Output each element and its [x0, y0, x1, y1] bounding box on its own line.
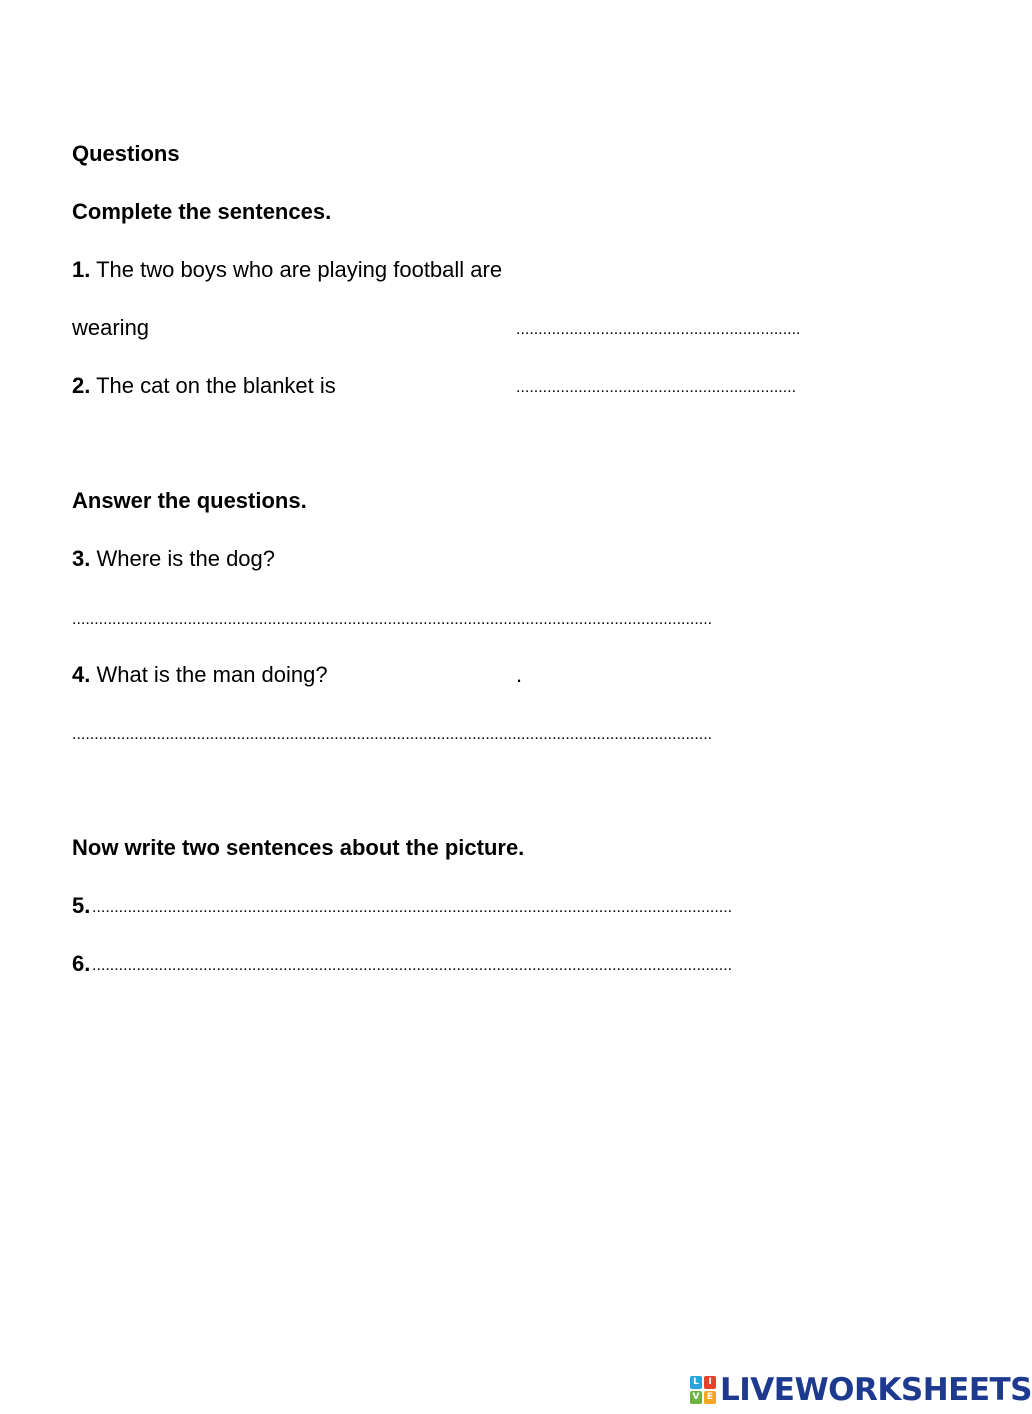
question-3-answer-blank[interactable]: ................................................................................................................................................	[72, 611, 713, 628]
question-6-number: 6.	[72, 951, 91, 976]
section-title-write: Now write two sentences about the picture.	[72, 835, 525, 860]
liveworksheets-logo-text: LIVEWORKSHEETS	[720, 1372, 1032, 1408]
question-4-number: 4.	[72, 662, 91, 687]
question-3-text: Where is the dog?	[90, 546, 276, 571]
question-4-answer-blank[interactable]: ................................................................................................................................................	[72, 726, 713, 743]
question-2-answer-blank[interactable]: ...............................................................	[516, 379, 797, 396]
logo-icon-tile-i: I	[704, 1376, 716, 1389]
liveworksheets-logo	[690, 1372, 1032, 1408]
question-1-line1	[72, 257, 502, 283]
question-2-line	[72, 373, 336, 399]
question-1-number: 1.	[72, 257, 91, 282]
question-4-trailing-period: .	[516, 662, 523, 687]
page-heading: Questions	[72, 141, 180, 166]
question-6-answer-blank[interactable]: ................................................................................................................................................	[92, 957, 733, 974]
question-3-line	[72, 546, 275, 572]
question-1-answer-blank[interactable]: ................................................................	[516, 321, 801, 338]
question-2-text: The cat on the blanket is	[90, 373, 336, 398]
logo-icon-tile-e: E	[704, 1391, 716, 1404]
question-4-line	[72, 662, 328, 688]
question-1-text: The two boys who are playing football are	[90, 257, 503, 282]
question-1-line2: wearing	[72, 315, 150, 340]
liveworksheets-logo-icon	[690, 1376, 716, 1404]
question-5-number: 5.	[72, 893, 91, 918]
logo-icon-tile-v: V	[690, 1391, 702, 1404]
question-4-text: What is the man doing?	[90, 662, 328, 687]
question-5-answer-blank[interactable]: ................................................................................................................................................	[92, 899, 733, 916]
section-title-answer: Answer the questions.	[72, 488, 307, 513]
question-2-number: 2.	[72, 373, 91, 398]
logo-icon-tile-l: L	[690, 1376, 702, 1389]
section-title-complete: Complete the sentences.	[72, 199, 332, 224]
question-3-number: 3.	[72, 546, 91, 571]
